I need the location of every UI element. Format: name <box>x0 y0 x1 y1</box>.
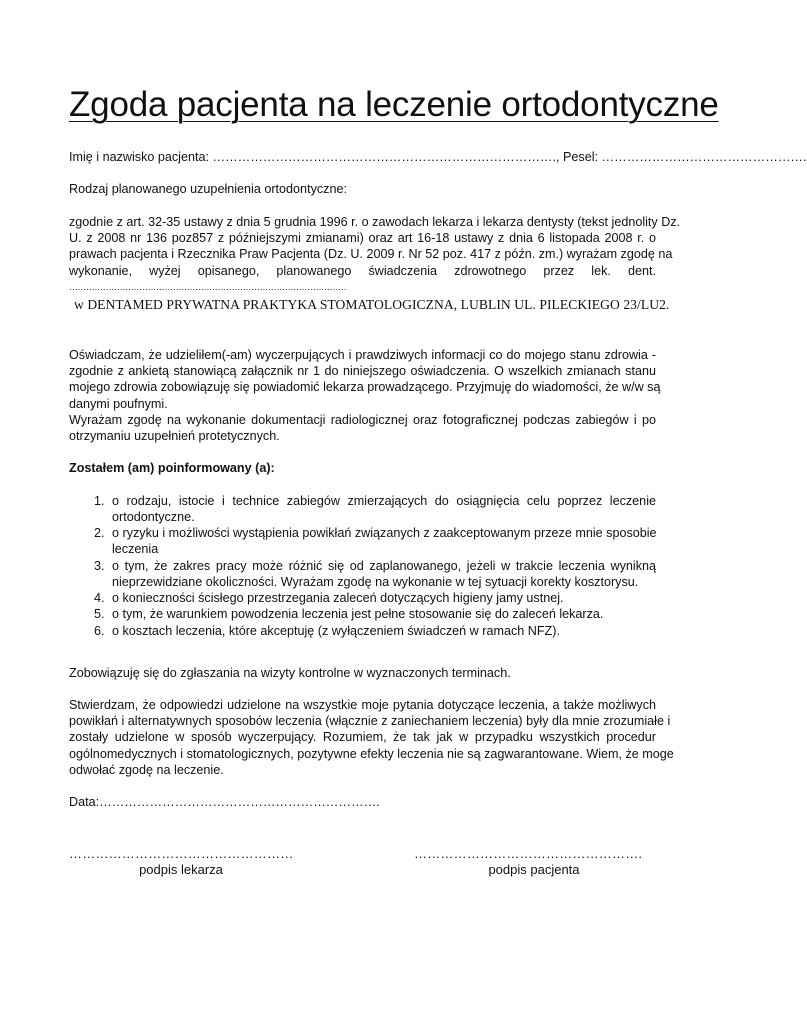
list-item: o kosztach leczenia, które akceptuję (z wyłączeniem świadczeń w ramach NFZ). <box>112 624 560 638</box>
legal-basis-line: wykonanie, wyżej opisanego, planowanego świadczenia zdrowotnego przez lek. dent. <box>69 264 656 278</box>
statement-line: odwołać zgodę na leczenie. <box>69 763 224 777</box>
statement-line: powikłań i alternatywnych sposobów leczenia (włącznie z zaniechaniem leczenia) były dla mnie zrozumiałe i <box>69 714 671 728</box>
informed-heading: Zostałem (am) poinformowany (a): <box>69 461 275 475</box>
list-item: o tym, że zakres pracy może różnić się od zaplanowanego, jeżeli w trakcie leczenia wynikną <box>112 559 656 573</box>
doctor-signature-line: …………………………………………… <box>69 846 294 861</box>
clinic-name: w DENTAMED PRYWATNA PRAKTYKA STOMATOLOGICZNA, LUBLIN UL. PILECKIEGO 23/LU2. <box>74 297 670 312</box>
doctor-signature-label: podpis lekarza <box>139 862 223 877</box>
list-item: o ryzyku i możliwości wystąpienia powikłań związanych z zaakceptowanym przeze mnie sposobie <box>112 526 657 540</box>
declaration-line: Wyrażam zgodę na wykonanie dokumentacji radiologicznej oraz fotograficznej podczas zabiegów i po <box>69 413 656 427</box>
list-item: ortodontyczne. <box>112 510 195 524</box>
doctor-name-dotted-line: ……………………………………………………………………………………… <box>69 282 347 292</box>
list-item: nieprzewidziane okoliczności. Wyrażam zgodę na wykonanie w tej sytuacji korekty kosztorysu. <box>112 575 639 589</box>
list-item-number: 3. <box>94 559 105 573</box>
planned-treatment-label: Rodzaj planowanego uzupełnienia ortodontyczne: <box>69 182 347 196</box>
patient-name-pesel-line: Imię i nazwisko pacjenta: ………………………………………………………………………., Pesel: …………………………………………. <box>69 150 807 164</box>
list-item-number: 5. <box>94 607 105 621</box>
patient-signature-label: podpis pacjenta <box>488 862 580 877</box>
declaration-line: danymi poufnymi. <box>69 397 168 411</box>
legal-basis-line: U. z 2008 nr 136 poz857 z późniejszymi zmianami) oraz art 16-18 ustawy z dnia 6 listopada 2008 r. o <box>69 231 656 245</box>
declaration-line: otrzymaniu uzupełnień protetycznych. <box>69 429 280 443</box>
declaration-line: mojego zdrowia zobowiązuję się powiadomić lekarza prowadzącego. Przyjmuję do wiadomości, że w/w są <box>69 380 661 394</box>
legal-basis-line: zgodnie z art. 32-35 ustawy z dnia 5 grudnia 1996 r. o zawodach lekarza i lekarza dentysty (tekst jednolity Dz. <box>69 215 681 229</box>
date-field: Data:…………………………………………………………. <box>69 795 380 809</box>
declaration-line: Oświadczam, że udzieliłem(-am) wyczerpujących i prawdziwych informacji co do mojego stanu zdrowia - <box>69 348 656 362</box>
control-visits-text: Zobowiązuję się do zgłaszania na wizyty kontrolne w wyznaczonych terminach. <box>69 666 511 680</box>
legal-basis-line: prawach pacjenta i Rzecznika Praw Pacjenta (Dz. U. 2009 r. Nr 52 poz. 417 z późn. zm.) wyrażam zgodę na <box>69 247 673 261</box>
list-item: o konieczności ścisłego przestrzegania zaleceń dotyczących higieny jamy ustnej. <box>112 591 564 605</box>
list-item: o rodzaju, istocie i technice zabiegów zmierzających do osiągnięcia celu poprzez leczenie <box>112 494 656 508</box>
list-item-number: 4. <box>94 591 105 605</box>
document-title: Zgoda pacjenta na leczenie ortodontyczne <box>69 85 719 124</box>
patient-signature-line: ……………………………………………. <box>414 846 643 861</box>
declaration-line: zgodnie z ankietą stanowiącą załącznik nr 1 do niniejszego oświadczenia. O wszelkich zmianach stanu <box>69 364 656 378</box>
statement-line: Stwierdzam, że odpowiedzi udzielone na wszystkie moje pytania dotyczące leczenia, a także możliwych <box>69 698 656 712</box>
list-item: o tym, że warunkiem powodzenia leczenia jest pełne stosowanie się do zaleceń lekarza. <box>112 607 604 621</box>
list-item-number: 1. <box>94 494 105 508</box>
statement-line: zostały udzielone w sposób wyczerpujący. Rozumiem, że tak jak w przypadku wszystkich procedur <box>69 730 656 744</box>
list-item-number: 6. <box>94 624 105 638</box>
statement-line: ogólnomedycznych i stomatologicznych, pozytywne efekty leczenia nie są zagwarantowane. Wiem, że moge <box>69 747 674 761</box>
list-item: leczenia <box>112 542 159 556</box>
list-item-number: 2. <box>94 526 105 540</box>
